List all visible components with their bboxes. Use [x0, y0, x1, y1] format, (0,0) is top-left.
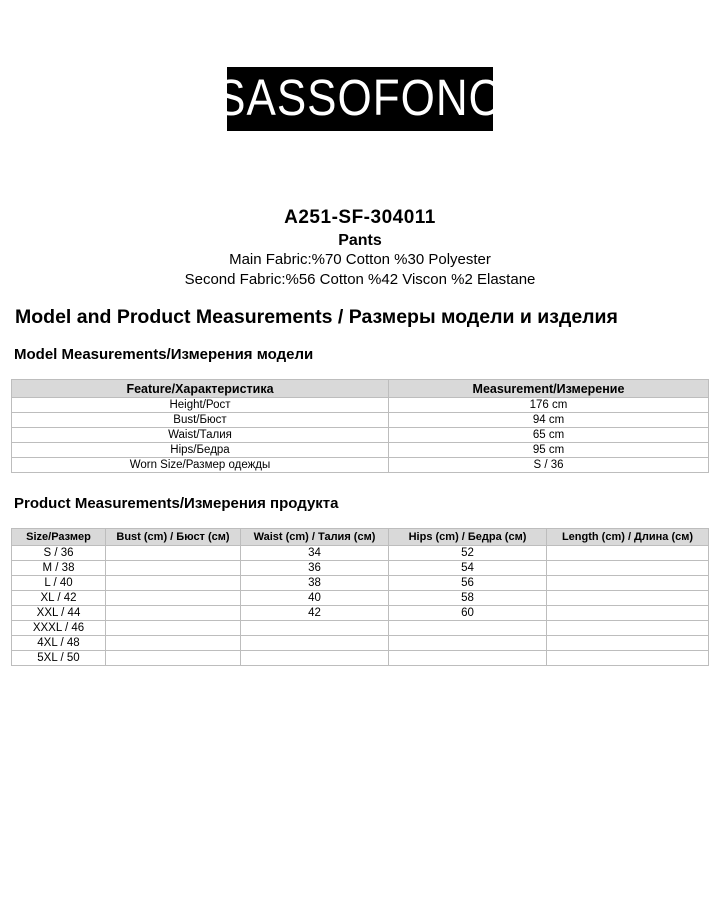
table-cell	[389, 636, 547, 651]
product-type: Pants	[338, 232, 382, 249]
column-header: Size/Размер	[12, 529, 106, 546]
table-cell: 42	[241, 606, 389, 621]
table-cell	[241, 651, 389, 666]
table-cell: XL / 42	[12, 591, 106, 606]
table-cell	[106, 576, 241, 591]
table-cell: L / 40	[12, 576, 106, 591]
table-cell: Worn Size/Размер одежды	[12, 458, 389, 473]
table-row	[12, 398, 709, 413]
table-cell	[547, 606, 709, 621]
table-cell: S / 36	[12, 546, 106, 561]
table-cell	[547, 651, 709, 666]
table-cell	[106, 606, 241, 621]
second-fabric: Second Fabric:%56 Cotton %42 Viscon %2 Elastane	[184, 271, 536, 288]
table-row	[12, 636, 709, 651]
table-cell	[547, 621, 709, 636]
table-row	[12, 546, 709, 561]
table-cell	[241, 621, 389, 636]
table-header-row	[12, 380, 709, 398]
table-cell: S / 36	[389, 458, 709, 473]
table-cell: 54	[389, 561, 547, 576]
table-cell	[106, 561, 241, 576]
table-cell	[106, 621, 241, 636]
table-cell: 60	[389, 606, 547, 621]
table-row	[12, 576, 709, 591]
table-cell: 36	[241, 561, 389, 576]
table-row	[12, 621, 709, 636]
table-cell: 94 cm	[389, 413, 709, 428]
table-cell	[389, 621, 547, 636]
table-cell: Hips/Бедра	[12, 443, 389, 458]
table-cell	[547, 591, 709, 606]
column-header: Measurement/Измерение	[389, 380, 709, 398]
main-fabric: Main Fabric:%70 Cotton %30 Polyester	[229, 251, 491, 268]
table-cell: 38	[241, 576, 389, 591]
table-cell	[106, 651, 241, 666]
table-cell	[106, 591, 241, 606]
product-measurements-heading: Product Measurements/Измерения продукта	[14, 495, 339, 512]
table-cell: Height/Рост	[12, 398, 389, 413]
table-cell: 176 cm	[389, 398, 709, 413]
table-cell: 65 cm	[389, 428, 709, 443]
table-header-row	[12, 529, 709, 546]
model-measurements-heading: Model Measurements/Измерения модели	[14, 346, 314, 363]
product-code: A251-SF-304011	[284, 207, 436, 228]
table-cell: 52	[389, 546, 547, 561]
model-measurements-table	[11, 379, 709, 473]
table-cell: XXXL / 46	[12, 621, 106, 636]
table-cell	[547, 576, 709, 591]
table-cell: 40	[241, 591, 389, 606]
table-cell: 95 cm	[389, 443, 709, 458]
table-row	[12, 651, 709, 666]
table-cell	[241, 636, 389, 651]
table-cell: 4XL / 48	[12, 636, 106, 651]
table-cell: M / 38	[12, 561, 106, 576]
column-header: Bust (cm) / Бюст (см)	[106, 529, 241, 546]
table-row	[12, 591, 709, 606]
column-header: Hips (cm) / Бедра (см)	[389, 529, 547, 546]
table-row	[12, 561, 709, 576]
column-header: Waist (cm) / Талия (см)	[241, 529, 389, 546]
column-header: Feature/Характеристика	[12, 380, 389, 398]
brand-logo	[216, 67, 504, 131]
table-row	[12, 458, 709, 473]
table-cell: Bust/Бюст	[12, 413, 389, 428]
table-cell	[389, 651, 547, 666]
table-cell	[547, 546, 709, 561]
table-row	[12, 606, 709, 621]
table-cell: 58	[389, 591, 547, 606]
table-cell	[106, 546, 241, 561]
column-header: Length (cm) / Длина (см)	[547, 529, 709, 546]
table-row	[12, 413, 709, 428]
table-cell: Waist/Талия	[12, 428, 389, 443]
table-cell	[547, 636, 709, 651]
table-cell: XXL / 44	[12, 606, 106, 621]
table-cell	[106, 636, 241, 651]
page-heading: Model and Product Measurements / Размеры модели и изделия	[15, 306, 618, 328]
table-cell	[547, 561, 709, 576]
brand-logo-text: SASSOFONO	[216, 70, 504, 127]
table-cell: 34	[241, 546, 389, 561]
table-cell: 56	[389, 576, 547, 591]
table-row	[12, 428, 709, 443]
table-row	[12, 443, 709, 458]
table-cell: 5XL / 50	[12, 651, 106, 666]
product-measurements-table	[11, 528, 709, 666]
